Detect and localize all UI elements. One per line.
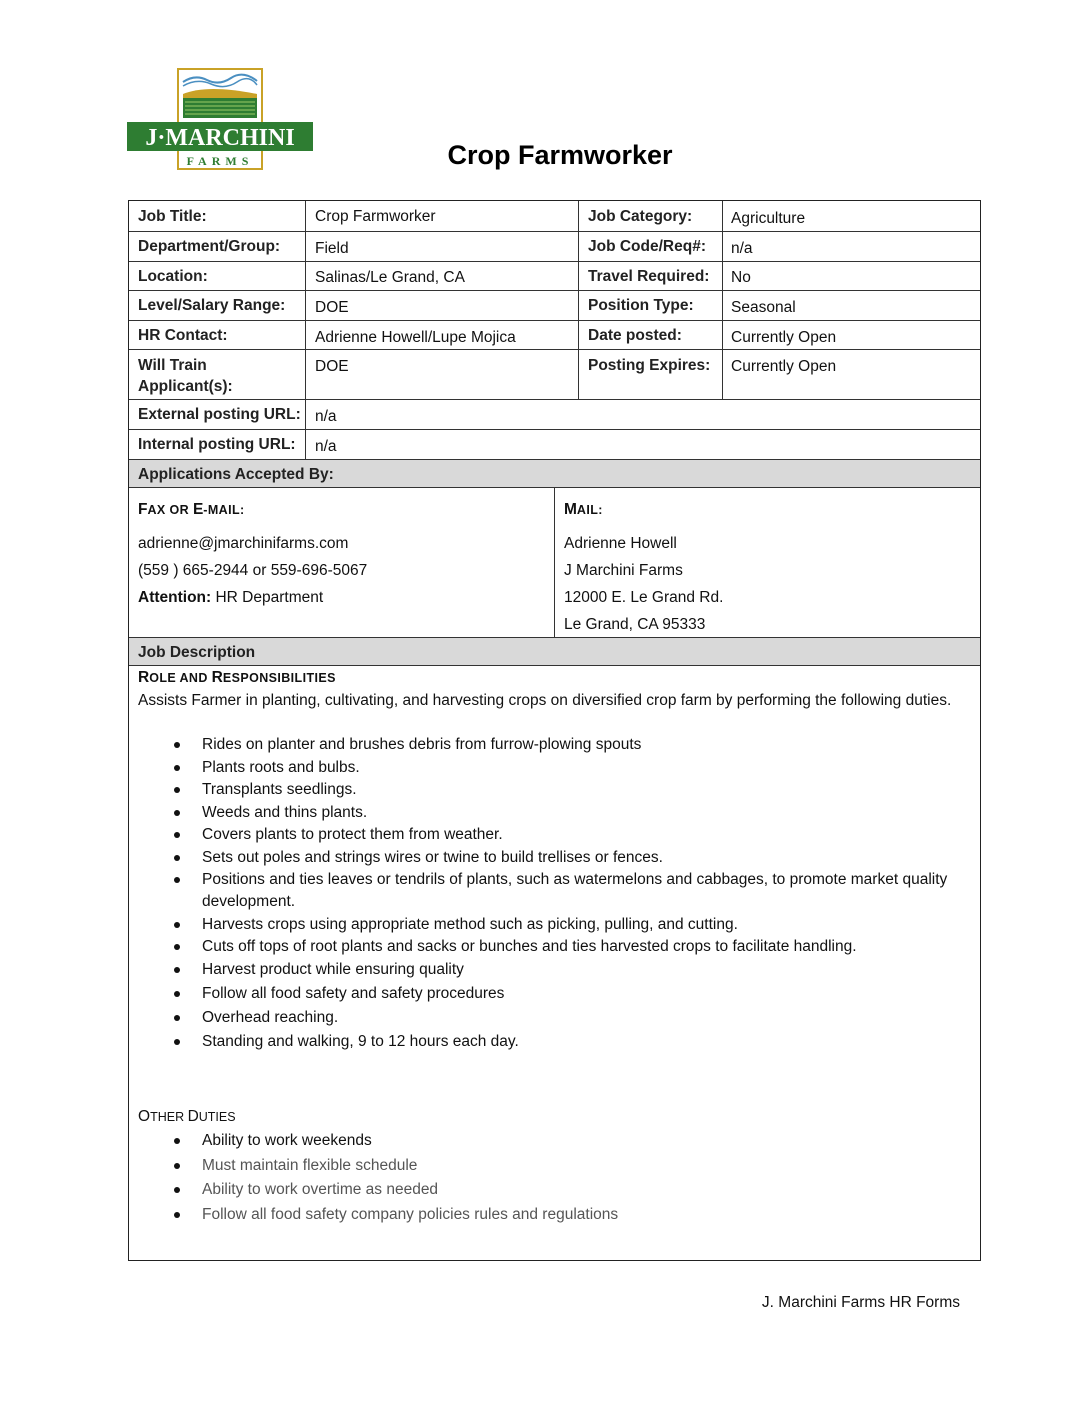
row-divider (129, 665, 980, 666)
mail-line: Adrienne Howell (564, 535, 677, 552)
list-item: Overhead reaching. (137, 1007, 960, 1029)
attention-label: Attention: (138, 589, 212, 606)
page-footer: J. Marchini Farms HR Forms (761, 1294, 960, 1311)
role-heading: ROLE AND RESPONSIBILITIES (138, 669, 336, 686)
job-category-value: Agriculture (731, 210, 806, 227)
svg-text:J·MARCHINI: J·MARCHINI (145, 125, 295, 151)
other-duties-list (137, 1130, 960, 1226)
travel-label: Travel Required: (588, 268, 710, 285)
job-title-value: Crop Farmworker (315, 208, 436, 225)
internal-url-value: n/a (315, 438, 337, 455)
posting-expires-value: Currently Open (731, 358, 837, 375)
will-train-label-2: Applicant(s): (138, 378, 233, 395)
internal-url-label: Internal posting URL: (138, 436, 296, 453)
list-item: Follow all food safety and safety procedures (137, 983, 960, 1005)
row-divider (129, 429, 980, 430)
will-train-label: Will Train (138, 357, 207, 374)
list-item: Sets out poles and strings wires or twine to build trellises or fences. (137, 847, 960, 869)
attention-value: HR Department (215, 589, 324, 606)
column-divider (305, 201, 306, 459)
hr-contact-label: HR Contact: (138, 327, 228, 344)
applications-header: Applications Accepted By: (138, 466, 334, 483)
row-divider (129, 399, 980, 400)
list-item: Harvests crops using appropriate method such as picking, pulling, and cutting. (137, 914, 960, 936)
date-posted-label: Date posted: (588, 327, 682, 344)
will-train-value: DOE (315, 358, 349, 375)
column-divider (554, 487, 555, 637)
department-label: Department/Group: (138, 238, 281, 255)
application-email: adrienne@jmarchinifarms.com (138, 535, 349, 552)
posting-expires-label: Posting Expires: (588, 357, 711, 374)
job-posting-form (128, 200, 981, 1261)
application-phones: (559 ) 665-2944 or 559-696-5067 (138, 562, 368, 579)
list-item: Covers plants to protect them from weather. (137, 824, 960, 846)
level-value: DOE (315, 299, 349, 316)
list-item: Follow all food safety company policies rules and regulations (137, 1204, 960, 1226)
list-item: Positions and ties leaves or tendrils of plants, such as watermelons and cabbages, to promote market quality development. (137, 869, 960, 913)
row-divider (129, 231, 980, 232)
position-type-label: Position Type: (588, 297, 694, 314)
mail-heading: MAIL: (564, 501, 603, 518)
mail-line: Le Grand, CA 95333 (564, 616, 706, 633)
duties-list (137, 734, 960, 1053)
mail-line: 12000 E. Le Grand Rd. (564, 589, 724, 606)
fax-email-heading: FAX OR E-MAIL: (138, 501, 245, 518)
date-posted-value: Currently Open (731, 329, 837, 346)
job-code-value: n/a (731, 240, 753, 257)
list-item: Ability to work weekends (137, 1130, 960, 1152)
job-category-label: Job Category: (588, 208, 693, 225)
external-url-value: n/a (315, 408, 337, 425)
list-item: Standing and walking, 9 to 12 hours each day. (137, 1031, 960, 1053)
job-title-label: Job Title: (138, 208, 207, 225)
location-label: Location: (138, 268, 208, 285)
list-item: Plants roots and bulbs. (137, 757, 960, 779)
row-divider (129, 261, 980, 262)
job-code-label: Job Code/Req#: (588, 238, 706, 255)
list-item: Rides on planter and brushes debris from furrow-plowing spouts (137, 734, 960, 756)
list-item: Cuts off tops of root plants and sacks or bunches and ties harvested crops to facilitate handling. (137, 936, 960, 958)
other-duties-heading: OTHER DUTIES (138, 1108, 236, 1125)
travel-value: No (731, 269, 751, 286)
department-value: Field (315, 240, 349, 257)
row-divider (129, 349, 980, 350)
position-type-value: Seasonal (731, 299, 796, 316)
list-item: Ability to work overtime as needed (137, 1179, 960, 1201)
column-divider (578, 201, 579, 399)
list-item: Weeds and thins plants. (137, 802, 960, 824)
list-item: Must maintain flexible schedule (137, 1155, 960, 1177)
svg-text:FARMS: FARMS (186, 154, 254, 168)
external-url-label: External posting URL: (138, 406, 301, 423)
hr-contact-value: Adrienne Howell/Lupe Mojica (315, 329, 516, 346)
row-divider (129, 290, 980, 291)
row-divider (129, 320, 980, 321)
column-divider (722, 201, 723, 399)
job-description-band (129, 638, 980, 665)
location-value: Salinas/Le Grand, CA (315, 269, 465, 286)
list-item: Transplants seedlings. (137, 779, 960, 801)
list-item: Harvest product while ensuring quality (137, 959, 960, 981)
page-title: Crop Farmworker (447, 140, 673, 170)
job-description-header: Job Description (138, 644, 256, 661)
level-label: Level/Salary Range: (138, 297, 286, 314)
mail-line: J Marchini Farms (564, 562, 683, 579)
role-intro: Assists Farmer in planting, cultivating, and harvesting crops on diversified crop farm by performing the following duties. (138, 692, 952, 709)
attention-line (138, 587, 323, 609)
